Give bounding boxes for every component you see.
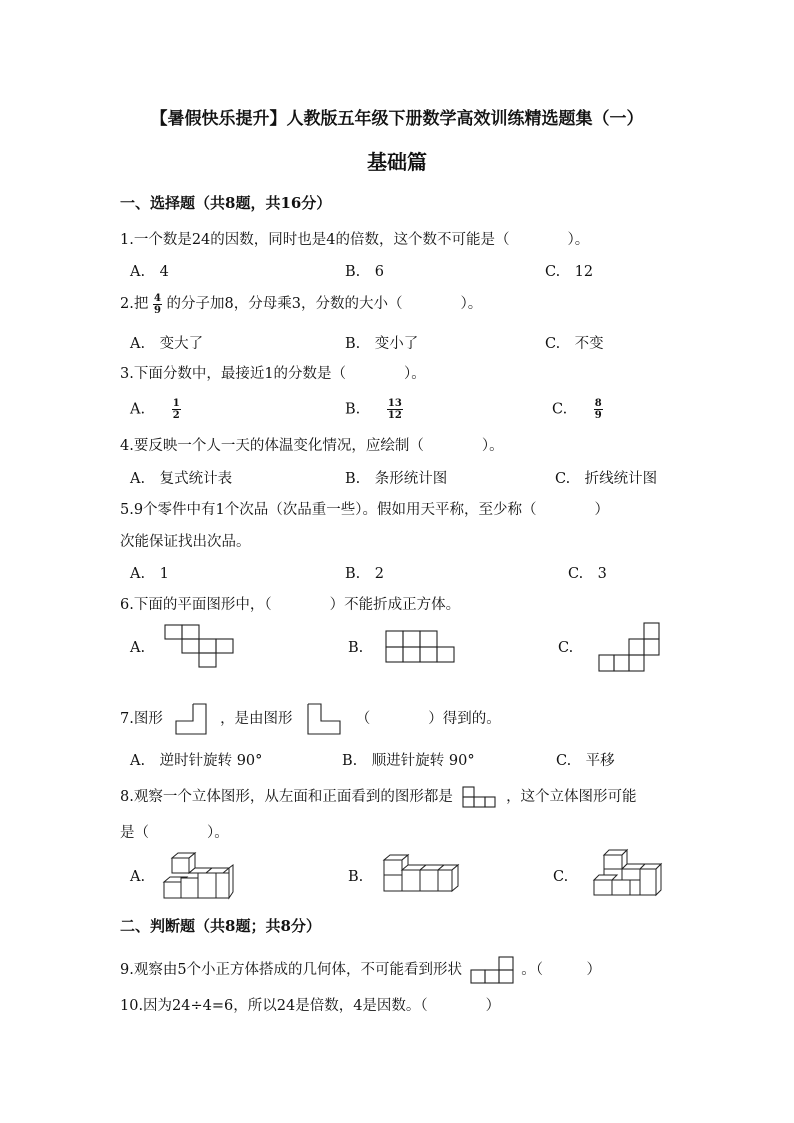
q4-option-b: B. 条形统计图 bbox=[345, 471, 448, 487]
q7-prefix: 7.图形 bbox=[120, 711, 163, 727]
q8-solid-a-figure bbox=[158, 852, 236, 900]
q6-net-a-figure bbox=[164, 624, 238, 668]
q2-option-c: C. 不变 bbox=[545, 336, 604, 352]
q3-b-den: 12 bbox=[387, 410, 402, 421]
q1-option-a: A. 4 bbox=[130, 264, 169, 280]
q1-option-b: B. 6 bbox=[345, 264, 384, 280]
q7-middle: ，是由图形 bbox=[220, 711, 293, 727]
q2-denominator: 9 bbox=[153, 304, 161, 316]
q8-prefix: 8.观察一个立体图形，从左面和正面看到的图形都是 bbox=[120, 789, 453, 805]
q3-a-fraction bbox=[172, 398, 181, 421]
q3-b-fraction bbox=[387, 398, 403, 421]
q3-option-a bbox=[130, 398, 181, 421]
q3-c-label: C. bbox=[552, 401, 568, 418]
q3-a-label: A. bbox=[130, 401, 146, 418]
q8-option-a: A. bbox=[130, 869, 146, 885]
q9-suffix: 。（ ） bbox=[521, 962, 602, 978]
q3-option-b bbox=[345, 398, 403, 421]
question-5-line-2: 次能保证找出次品。 bbox=[120, 534, 251, 550]
section-heading-choice: 一、选择题（共8题，共16分） bbox=[120, 194, 332, 212]
q6-option-a: A. bbox=[130, 640, 146, 656]
question-10: 10.因为24÷4=6，所以24是倍数，4是因数。（ ） bbox=[120, 998, 501, 1014]
q7-suffix: （ ）得到的。 bbox=[355, 711, 501, 727]
q5-option-c: C. 3 bbox=[568, 566, 607, 582]
question-6: 6.下面的平面图形中，（ ）不能折成正方体。 bbox=[120, 597, 461, 613]
q3-a-den: 2 bbox=[172, 410, 180, 421]
q5-option-a: A. 1 bbox=[130, 566, 169, 582]
question-9 bbox=[120, 955, 601, 985]
question-4: 4.要反映一个人一天的体温变化情况，应绘制（ ）。 bbox=[120, 438, 504, 454]
question-2 bbox=[120, 292, 482, 316]
q7-original-shape-icon bbox=[305, 701, 343, 737]
q2-option-a: A. 变大了 bbox=[130, 336, 204, 352]
q6-net-b-figure bbox=[385, 630, 457, 664]
q2-prefix: 2.把 bbox=[120, 296, 149, 312]
q9-view-shape-icon bbox=[469, 955, 515, 985]
q4-option-c: C. 折线统计图 bbox=[555, 471, 658, 487]
question-3: 3.下面分数中，最接近1的分数是（ ）。 bbox=[120, 366, 426, 382]
q7-option-b: B. 顺进针旋转 90° bbox=[342, 753, 475, 769]
q7-option-c: C. 平移 bbox=[556, 753, 615, 769]
q8-view-shape-icon bbox=[461, 785, 497, 809]
q2-option-b: B. 变小了 bbox=[345, 336, 419, 352]
q8-option-c: C. bbox=[553, 869, 569, 885]
question-5-line-1: 5.9个零件中有1个次品（次品重一些）。假如用天平称，至少称（ ） bbox=[120, 502, 610, 518]
q3-c-num: 8 bbox=[594, 398, 602, 409]
q3-c-den: 9 bbox=[594, 410, 602, 421]
q6-option-b: B. bbox=[348, 640, 364, 656]
q8-solid-c-figure bbox=[590, 848, 664, 898]
question-1: 1.一个数是24的因数，同时也是4的倍数，这个数不可能是（ ）。 bbox=[120, 232, 590, 248]
q6-option-c: C. bbox=[558, 640, 574, 656]
q3-a-num: 1 bbox=[172, 398, 180, 409]
q7-option-a: A. 逆时针旋转 90° bbox=[130, 753, 263, 769]
page-subtitle: 基础篇 bbox=[367, 150, 427, 174]
q3-option-c bbox=[552, 398, 603, 421]
q8-suffix: ，这个立体图形可能 bbox=[506, 789, 637, 805]
q2-suffix: 的分子加8，分母乘3，分数的大小（ ）。 bbox=[166, 296, 483, 312]
question-8-line-2: 是（ ）。 bbox=[120, 825, 229, 841]
section-heading-judgement: 二、判断题（共8题；共8分） bbox=[120, 917, 321, 935]
q3-b-num: 13 bbox=[387, 398, 402, 409]
page-title: 【暑假快乐提升】人教版五年级下册数学高效训练精选题集（一） bbox=[150, 109, 644, 129]
q2-numerator: 4 bbox=[153, 292, 161, 304]
q9-prefix: 9.观察由5个小正方体搭成的几何体，不可能看到形状 bbox=[120, 962, 463, 978]
question-8-line-1 bbox=[120, 785, 637, 809]
q5-option-b: B. 2 bbox=[345, 566, 384, 582]
q2-fraction bbox=[153, 293, 162, 316]
q6-net-c-figure bbox=[598, 622, 662, 672]
question-7 bbox=[120, 701, 501, 737]
q3-b-label: B. bbox=[345, 401, 361, 418]
q8-solid-b-figure bbox=[380, 852, 460, 894]
q4-option-a: A. 复式统计表 bbox=[130, 471, 233, 487]
q3-c-fraction bbox=[594, 398, 603, 421]
q8-option-b: B. bbox=[348, 869, 364, 885]
q7-result-shape-icon bbox=[173, 701, 209, 737]
q1-option-c: C. 12 bbox=[545, 264, 594, 280]
